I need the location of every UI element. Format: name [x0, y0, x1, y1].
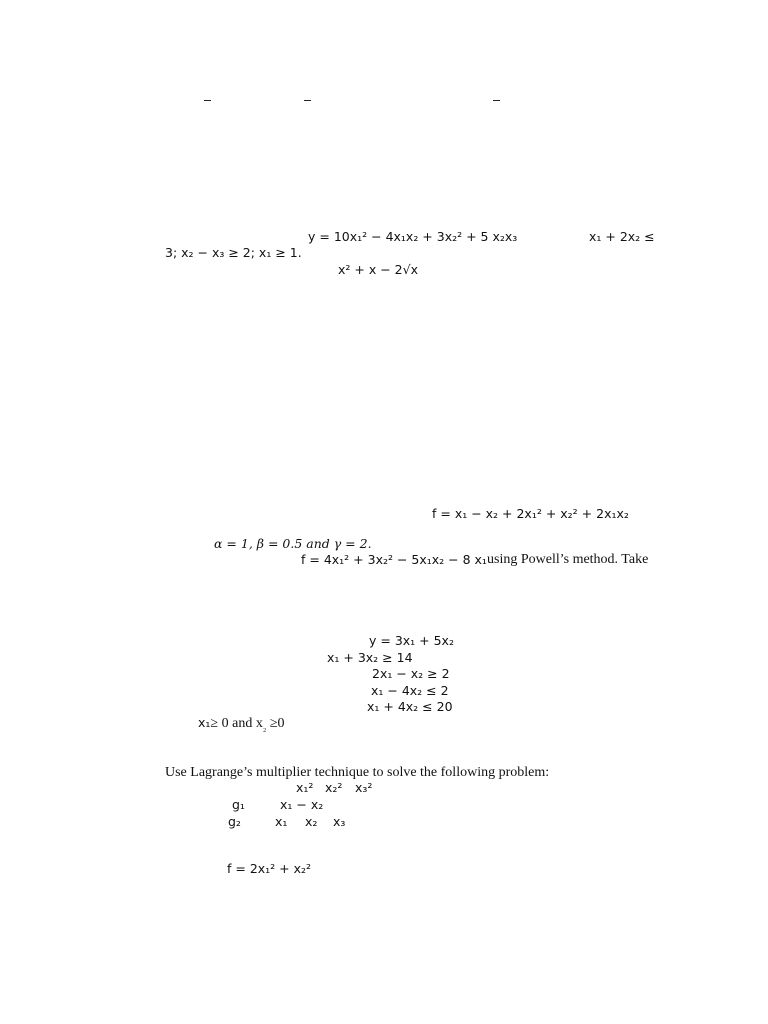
g2-term-x2: x₂	[305, 814, 318, 829]
function-f-2x1sq: f = 2x₁² + x₂²	[227, 861, 312, 876]
stray-minus-1	[204, 100, 211, 101]
constraint-x1-2x2: x₁ + 2x₂ ≤	[589, 229, 655, 244]
g2-term-x1: x₁	[275, 814, 288, 829]
function-x-squared-sqrt: x² + x − 2√x	[338, 262, 418, 277]
nonneg-end: ≥0	[266, 716, 285, 731]
simplex-parameters: α = 1, β = 0.5 and γ = 2.	[214, 536, 372, 551]
lp-constraint-4: x₁ + 4x₂ ≤ 20	[367, 699, 453, 714]
lp-constraint-3: x₁ − 4x₂ ≤ 2	[371, 683, 449, 698]
lp-constraint-1: x₁ + 3x₂ ≥ 14	[327, 650, 413, 665]
term-x3-squared: x₃²	[355, 780, 373, 795]
g1-expression: x₁ − x₂	[280, 797, 324, 812]
lagrange-instruction: Use Lagrange’s multiplier technique to solve the following problem:	[165, 765, 550, 780]
nonneg-x1: x₁	[198, 715, 211, 730]
stray-minus-2	[304, 100, 311, 101]
term-x2-squared: x₂²	[325, 780, 343, 795]
g1-label: g₁	[232, 797, 245, 812]
powell-method-text: using Powell’s method. Take	[487, 552, 649, 567]
stray-minus-3	[493, 100, 500, 101]
term-x1-squared: x₁²	[296, 780, 314, 795]
lp-constraint-2: 2x₁ − x₂ ≥ 2	[372, 666, 450, 681]
g2-term-x3: x₃	[333, 814, 346, 829]
powell-function: f = 4x₁² + 3x₂² − 5x₁x₂ − 8 x₁	[301, 552, 487, 567]
function-f-quadratic: f = x₁ − x₂ + 2x₁² + x₂² + 2x₁x₂	[432, 506, 629, 521]
nonneg-x2-sub: ₂	[262, 722, 267, 733]
constraint-line-2: 3; x₂ − x₃ ≥ 2; x₁ ≥ 1.	[165, 245, 302, 260]
lp-objective: y = 3x₁ + 5x₂	[369, 633, 454, 648]
g2-label: g₂	[228, 814, 241, 829]
objective-y-quadratic: y = 10x₁² − 4x₁x₂ + 3x₂² + 5 x₂x₃	[308, 229, 518, 244]
nonneg-mid: ≥ 0 and x	[210, 716, 263, 731]
lp-nonnegativity	[198, 717, 285, 731]
